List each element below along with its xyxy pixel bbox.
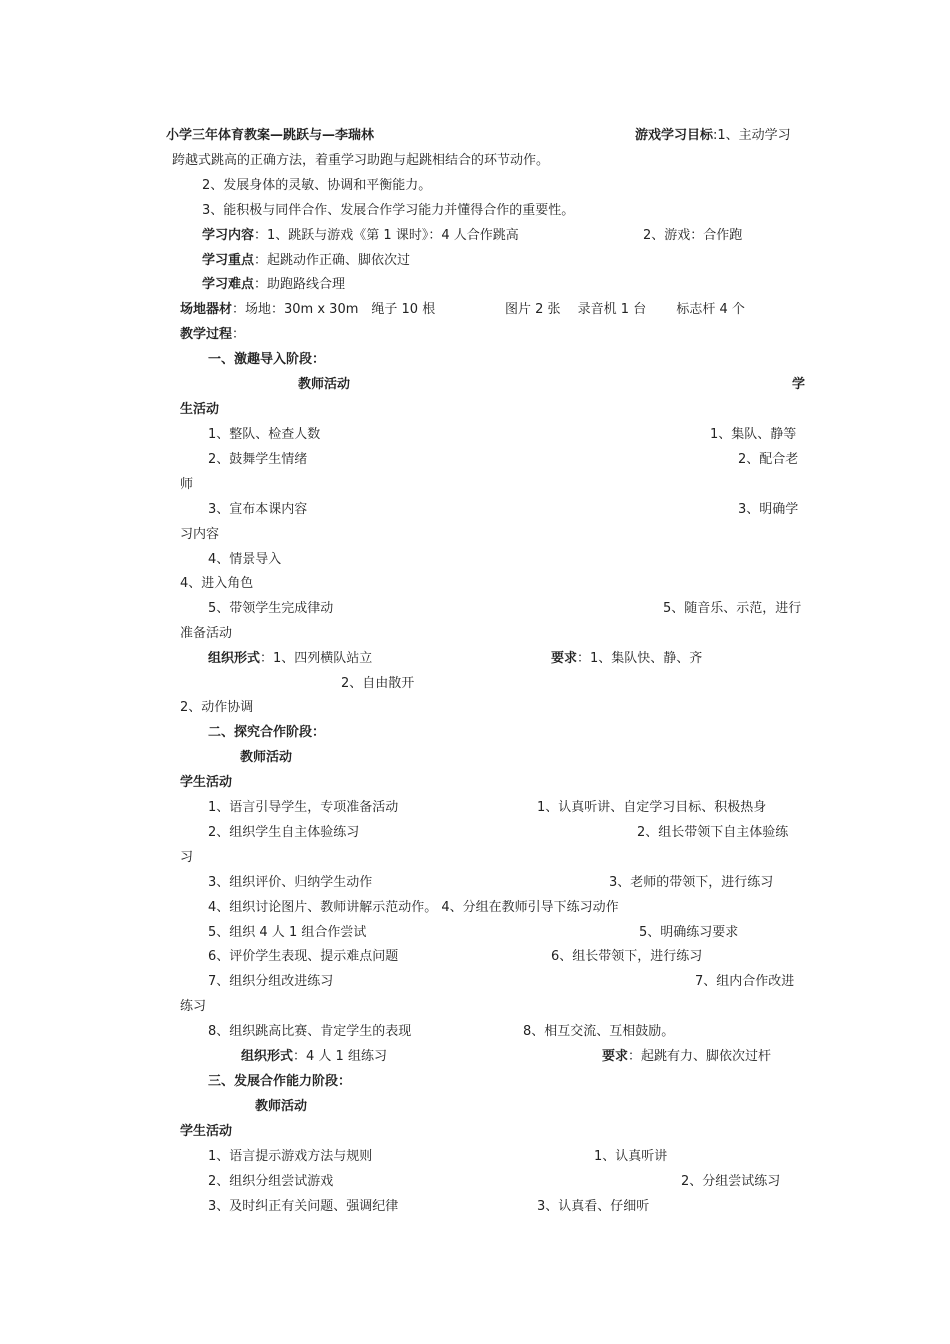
s2-teacher-8: 8、组织跳高比赛、肯定学生的表现 [208, 1024, 412, 1039]
goals-label: 游戏学习目标 [635, 128, 714, 143]
goal-2: 2、发展身体的灵敏、协调和平衡能力。 [202, 178, 432, 193]
s2-teacher-1: 1、语言引导学生，专项准备活动 [208, 800, 399, 815]
s2-student-6: 6、组长带领下，进行练习 [551, 949, 703, 964]
section-2-heading: 二、探究合作阶段： [208, 725, 326, 740]
s3-teacher-2: 2、组织分组尝试游戏 [208, 1174, 334, 1189]
process-label: 教学过程 [180, 327, 233, 342]
difficulty-line [202, 276, 345, 294]
s2-student-1: 1、认真听讲、自定学习目标、积极热身 [537, 800, 767, 815]
equipment-a: ：场地：30m x 30m 绳子 10 根 [232, 302, 436, 317]
s1-teacher-3: 3、宣布本课内容 [208, 502, 308, 517]
s3-teacher-3: 3、及时纠正有关问题、强调纪律 [208, 1199, 399, 1214]
s2-student-8: 8、相互交流、互相鼓励。 [523, 1024, 675, 1039]
s1-student-3b: 习内容 [180, 527, 220, 542]
s1-teacher-header: 教师活动 [298, 377, 351, 392]
equipment-b: 图片 2 张 录音机 1 台 标志杆 4 个 [505, 302, 745, 317]
s2-teacher-6: 6、评价学生表现、提示难点问题 [208, 949, 399, 964]
key-line [202, 252, 410, 270]
s1-org-line [208, 650, 372, 668]
s2-org-line [241, 1048, 387, 1066]
goal-3: 3、能积极与同伴合作、发展合作学习能力并懂得合作的重要性。 [202, 203, 575, 218]
equipment-line [180, 301, 435, 319]
section-3-heading: 三、发展合作能力阶段： [208, 1074, 352, 1089]
content-label: 学习内容 [202, 228, 255, 243]
s2-org-a: ：4 人 1 组练习 [293, 1049, 387, 1064]
s3-student-3: 3、认真看、仔细听 [537, 1199, 650, 1214]
equipment-label: 场地器材 [180, 302, 233, 317]
s2-teacher-3: 3、组织评价、归纳学生动作 [208, 875, 373, 890]
s2-req-label: 要求 [602, 1049, 629, 1064]
s1-org-a: ：1、四列横队站立 [260, 651, 373, 666]
s2-student-header: 学生活动 [180, 775, 233, 790]
s2-teacher-7: 7、组织分组改进练习 [208, 974, 334, 989]
s1-org-b: 2、自由散开 [341, 676, 415, 691]
s1-student-2b: 师 [180, 477, 194, 492]
s2-teacher-2: 2、组织学生自主体验练习 [208, 825, 360, 840]
s2-org-label: 组织形式 [241, 1049, 294, 1064]
s2-student-2a: 2、组长带领下自主体验练 [637, 825, 789, 840]
s2-student-5: 5、明确练习要求 [639, 925, 739, 940]
s3-student-header: 学生活动 [180, 1124, 233, 1139]
s1-teacher-4: 4、情景导入 [208, 552, 282, 567]
section-1-heading: 一、激趣导入阶段： [208, 352, 326, 367]
s3-student-2: 2、分组尝试练习 [681, 1174, 781, 1189]
s1-student-2a: 2、配合老 [738, 452, 799, 467]
difficulty-label: 学习难点 [202, 277, 255, 292]
s2-teacher-4: 4、组织讨论图片、教师讲解示范动作。 4、分组在教师引导下练习动作 [208, 900, 619, 915]
s1-req-a: ：1、集队快、静、齐 [577, 651, 703, 666]
s1-req-label: 要求 [551, 651, 578, 666]
s1-req-b: 2、动作协调 [180, 700, 254, 715]
s3-teacher-1: 1、语言提示游戏方法与规则 [208, 1149, 373, 1164]
s1-student-5b: 准备活动 [180, 626, 233, 641]
difficulty-text: ：助跑路线合理 [254, 277, 346, 292]
s2-student-7a: 7、组内合作改进 [695, 974, 795, 989]
s2-student-2b: 习 [180, 850, 194, 865]
content-a: ：1、跳跃与游戏《第 1 课时》：4 人合作跳高 [254, 228, 519, 243]
content-b: 2、游戏：合作跑 [643, 228, 743, 243]
s1-student-header-a: 学 [792, 377, 806, 392]
s1-student-3a: 3、明确学 [738, 502, 799, 517]
goals-line [635, 127, 791, 145]
doc-title: 小学三年体育教案—跳跃与—李瑞林 [166, 128, 375, 143]
s2-teacher-header: 教师活动 [240, 750, 293, 765]
s1-student-1: 1、集队、静等 [710, 427, 797, 442]
s1-student-header-b: 生活动 [180, 402, 220, 417]
goal-1-cont: 跨越式跳高的正确方法，着重学习助跑与起跳相结合的环节动作。 [172, 153, 550, 168]
s1-org-label: 组织形式 [208, 651, 261, 666]
s1-student-4: 4、进入角色 [180, 576, 254, 591]
s3-teacher-header: 教师活动 [255, 1099, 308, 1114]
key-text: ：起跳动作正确、脚依次过 [254, 253, 411, 268]
process-line [180, 326, 245, 344]
s1-teacher-2: 2、鼓舞学生情绪 [208, 452, 308, 467]
title-line [166, 127, 374, 145]
s2-teacher-5: 5、组织 4 人 1 组合作尝试 [208, 925, 367, 940]
process-colon: ： [232, 327, 246, 342]
s1-teacher-5: 5、带领学生完成律动 [208, 601, 334, 616]
s2-student-3: 3、老师的带领下，进行练习 [609, 875, 774, 890]
key-label: 学习重点 [202, 253, 255, 268]
s1-req-line [551, 650, 702, 668]
s2-student-7b: 练习 [180, 999, 207, 1014]
s1-student-5a: 5、随音乐、示范，进行 [663, 601, 802, 616]
goals-lead: :1、主动学习 [713, 128, 791, 143]
s3-student-1: 1、认真听讲 [594, 1149, 668, 1164]
content-line [202, 227, 519, 245]
s2-req-line [602, 1048, 771, 1066]
s1-teacher-1: 1、整队、检查人数 [208, 427, 321, 442]
s2-req-a: ：起跳有力、脚依次过杆 [628, 1049, 772, 1064]
